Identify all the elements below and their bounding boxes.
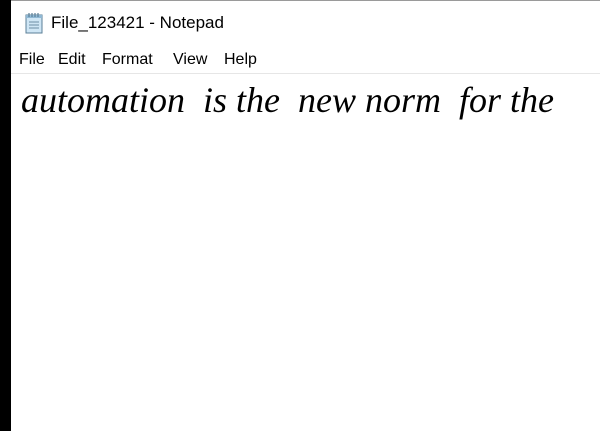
title-bar[interactable] xyxy=(11,0,600,46)
menu-format[interactable]: Format xyxy=(102,51,153,68)
notepad-icon xyxy=(24,12,44,34)
editor-content: automation is the new norm for the xyxy=(21,80,554,120)
text-editor-area[interactable] xyxy=(11,74,600,431)
desktop-edge xyxy=(0,0,11,431)
window-title: File_123421 - Notepad xyxy=(51,13,224,32)
menu-view[interactable]: View xyxy=(173,51,208,68)
menu-help[interactable]: Help xyxy=(224,51,257,68)
menu-edit[interactable]: Edit xyxy=(58,51,86,68)
menu-bar xyxy=(11,46,600,74)
menu-file[interactable]: File xyxy=(19,51,45,68)
